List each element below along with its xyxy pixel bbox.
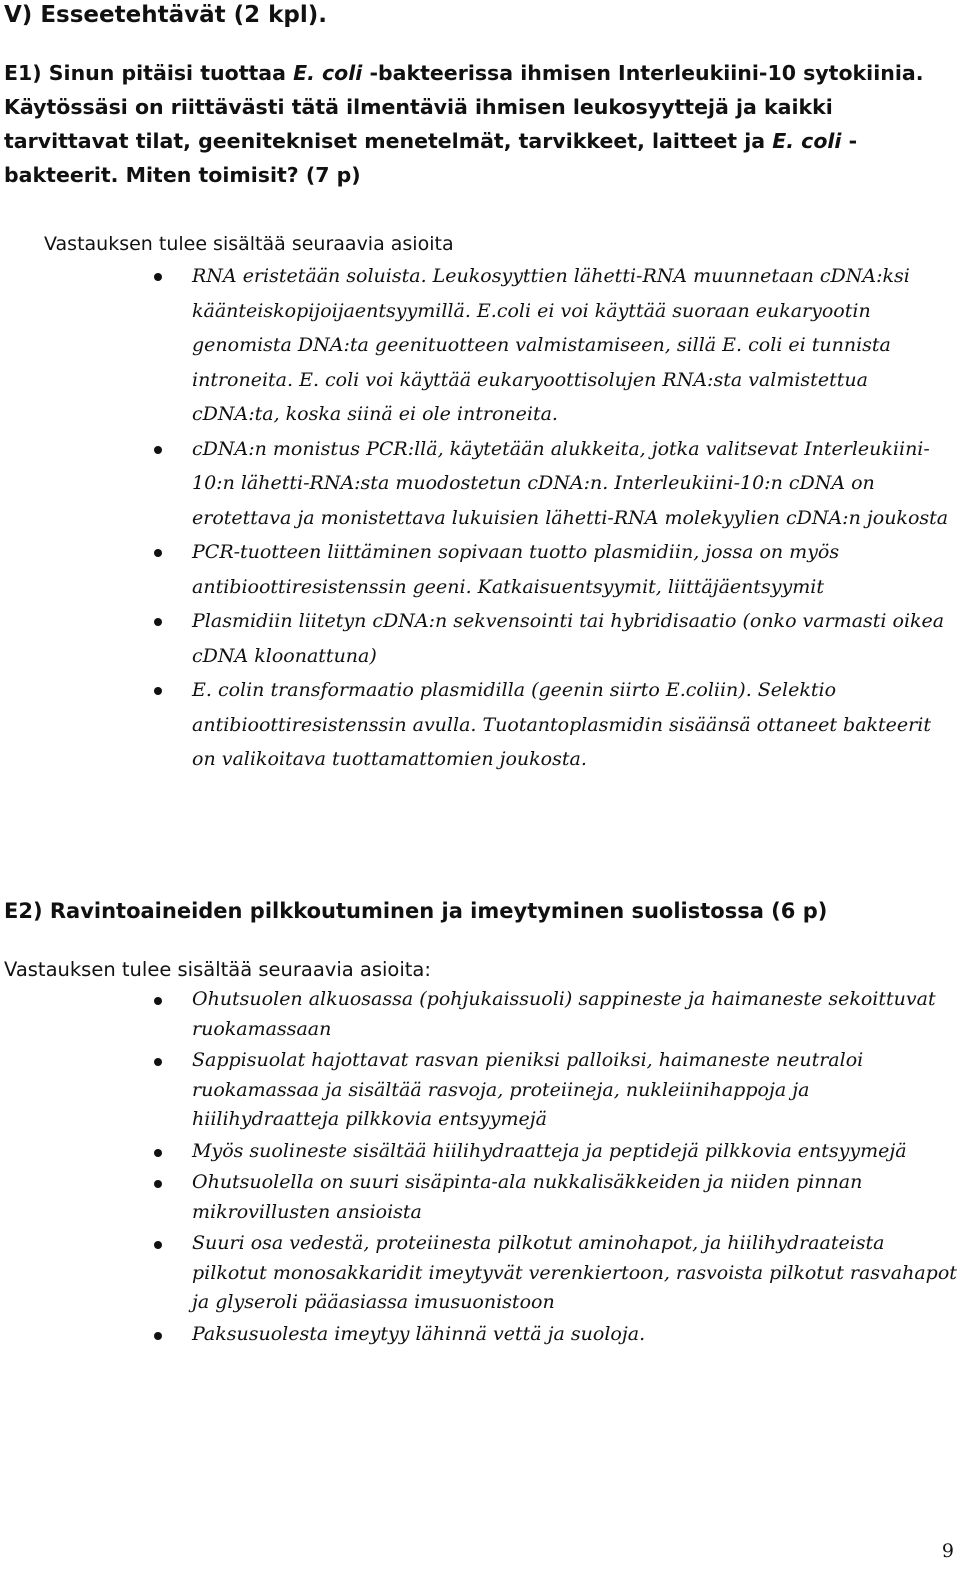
- answer-list-e1: [192, 259, 960, 777]
- list-item: [192, 1229, 960, 1318]
- list-item-text: Myös suolineste sisältää hiilihydraatteja ja peptidejä pilkkovia entsyymejä: [192, 1139, 907, 1162]
- question-e1: [4, 56, 954, 192]
- list-item-text: Plasmidiin liitetyn cDNA:n sekvensointi tai hybridisaatio (onko varmasti oikea cDNA kloonattuna): [192, 610, 945, 667]
- list-item: [192, 1137, 960, 1167]
- answer-intro-e2: Vastauksen tulee sisältää seuraavia asioita:: [4, 958, 431, 981]
- bullet-icon: [154, 1241, 162, 1249]
- list-item-text: Ohutsuolella on suuri sisäpinta-ala nukkalisäkkeiden ja niiden pinnan mikrovillusten ansioista: [192, 1171, 863, 1223]
- list-item-text: PCR-tuotteen liittäminen sopivaan tuotto plasmidiin, jossa on myös antibioottiresistenssin geeni. Katkaisuentsyymit, liittäjäentsyymit: [192, 541, 840, 598]
- answer-intro-e1: Vastauksen tulee sisältää seuraavia asioita: [44, 233, 454, 255]
- bullet-icon: [154, 446, 162, 454]
- list-item: [192, 1046, 960, 1135]
- question-e1-text-2: -bakteerissa ihmisen Interleukiini-10 sytokiinia. Käytössäsi on riittävästi tätä ilmentäviä ihmisen leukosyyttejä ja kaikki tarvittavat tilat, geenitekniset menetelmät, tarvikkeet, laitteet ja: [4, 61, 924, 153]
- bullet-icon: [154, 618, 162, 626]
- bullet-icon: [154, 549, 162, 557]
- list-item: [192, 259, 960, 432]
- list-item-text: Sappisuolat hajottavat rasvan pieniksi palloiksi, haimaneste neutraloi ruokamassaa ja sisältää rasvoja, proteiineja, nukleiinihappoja ja hiilihydraatteja pilkkovia entsyymejä: [192, 1049, 864, 1130]
- question-e1-text-1: E1) Sinun pitäisi tuottaa: [4, 61, 294, 85]
- bullet-icon: [154, 273, 162, 281]
- bullet-icon: [154, 687, 162, 695]
- list-item: [192, 432, 960, 536]
- bullet-icon: [154, 1149, 162, 1157]
- list-item-text: Suuri osa vedestä, proteiinesta pilkotut aminohapot, ja hiilihydraateista pilkotut monosakkaridit imeytyvät verenkiertoon, rasvoista pilkotut rasvahapot ja glyseroli pääasiassa imusuonistoon: [192, 1232, 957, 1313]
- list-item-text: Ohutsuolen alkuosassa (pohjukaissuoli) sappineste ja haimaneste sekoittuvat ruokamassaan: [192, 988, 936, 1040]
- bullet-icon: [154, 1180, 162, 1188]
- list-item-text: RNA eristetään soluista. Leukosyyttien lähetti-RNA muunnetaan cDNA:ksi käänteiskopijoijaentsyymillä. E.coli ei voi käyttää suoraan eukaryootin genomista DNA:ta geenituotteen valmistamiseen, sillä E. coli ei tunnista introneita. E. coli voi käyttää eukaryoottisolujen RNA:sta valmistettua cDNA:ta, koska siinä ei ole introneita.: [192, 265, 910, 425]
- page-number: 9: [941, 1540, 954, 1562]
- question-e1-species-1: E. coli: [293, 61, 363, 85]
- list-item-text: cDNA:n monistus PCR:llä, käytetään alukkeita, jotka valitsevat Interleukiini-10:n lähetti-RNA:sta muodostetun cDNA:n. Interleukiini-10:n cDNA on erotettava ja monistettava lukuisien lähetti-RNA molekyylien cDNA:n joukosta: [192, 437, 949, 529]
- list-item: [192, 985, 960, 1044]
- list-item: [192, 535, 960, 604]
- list-item: [192, 1320, 960, 1350]
- section-title: V) Esseetehtävät (2 kpl).: [4, 2, 328, 28]
- bullet-icon: [154, 1332, 162, 1340]
- answer-list-e2: [192, 985, 960, 1351]
- list-item-text: Paksusuolesta imeytyy lähinnä vettä ja suoloja.: [192, 1322, 646, 1345]
- list-item: [192, 673, 960, 777]
- bullet-icon: [154, 1058, 162, 1066]
- question-e1-species-2: E. coli: [772, 129, 842, 153]
- bullet-icon: [154, 997, 162, 1005]
- question-e2: E2) Ravintoaineiden pilkkoutuminen ja imeytyminen suolistossa (6 p): [4, 899, 828, 923]
- list-item-text: E. colin transformaatio plasmidilla (geenin siirto E.coliin). Selektio antibioottiresistenssin avulla. Tuotantoplasmidin sisäänsä ottaneet bakteerit on valikoitava tuottamattomien joukosta.: [192, 679, 931, 770]
- list-item: [192, 604, 960, 673]
- question-e1-text-3: -bakteerit. Miten toimisit? (7 p): [4, 129, 858, 187]
- list-item: [192, 1168, 960, 1227]
